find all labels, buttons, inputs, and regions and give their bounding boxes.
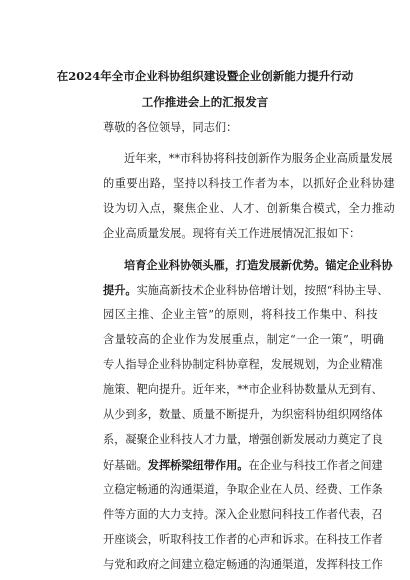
section-1-line-8: 立稳定畅通的沟通渠道，争取企业在人员、经费、工作条 [103, 483, 383, 496]
salutation: 尊敬的各位领导，同志们： [103, 121, 238, 134]
section-1-sub-heading: 发挥桥梁纽带作用。 [147, 458, 249, 472]
section-1-heading-line-2 [103, 283, 388, 298]
section-1-line-11: 与党和政府之间建立稳定畅通的沟通渠道，发挥科技工作 [103, 558, 383, 571]
section-1-heading-rest: 实施高新技术企业科协倍增计划，按照“科协主导、 [136, 284, 389, 297]
section-1-line-4: 施策、靶向提升。近年来，**市企业科协数量从无到有、 [103, 383, 383, 396]
section-1-last-plain: 好基础。 [103, 459, 148, 472]
section-1-line-2: 含量较高的企业作为发展重点，制定“一企一策”，明确 [103, 333, 385, 346]
intro-line-1: 近年来，**市科协将科技创新作为服务企业高质量发展 [124, 152, 393, 165]
section-1-line-5: 从少到多，数量、质量不断提升，为织密科协组织网络体 [103, 408, 383, 421]
document-title-line-1: 在2024年全市企业科协组织建设暨企业创新能力提升行动 [56, 69, 354, 83]
section-1-heading-cont: 提升。 [103, 283, 137, 297]
section-1-line-3: 专人指导企业科协制定科协章程，发展规划，为企业精准 [103, 358, 383, 371]
intro-line-4: 企业高质量发展。现将有关工作进展情况汇报如下： [103, 227, 361, 240]
intro-line-3: 设为切入点，聚焦企业、人才、创新集合模式，全力推动 [103, 202, 396, 215]
section-1-line-7 [103, 458, 383, 473]
section-1-line-6: 系，凝聚企业科技人才力量，增强创新发展动力奠定了良 [103, 433, 383, 446]
section-1-heading: 培育企业科协领头雁，打造发展新优势。锚定企业科协 [124, 258, 393, 272]
section-1-line-10: 开座谈会，听取科技工作者的心声和诉求。在科技工作者 [103, 533, 383, 546]
section-1-line-1: 园区主推、企业主管”的原则，将科技工作集中、科技 [103, 308, 379, 321]
intro-line-2: 的重要出路，坚持以科技工作者为本，以抓好企业科协建 [103, 177, 396, 190]
document-title-line-2: 工作推进会上的汇报发言 [141, 95, 269, 109]
section-1-line-9: 件等方面的大力支持。深入企业慰问科技工作者代表，召 [103, 508, 383, 521]
section-1-sub-rest: 在企业与科技工作者之间建 [248, 459, 383, 472]
